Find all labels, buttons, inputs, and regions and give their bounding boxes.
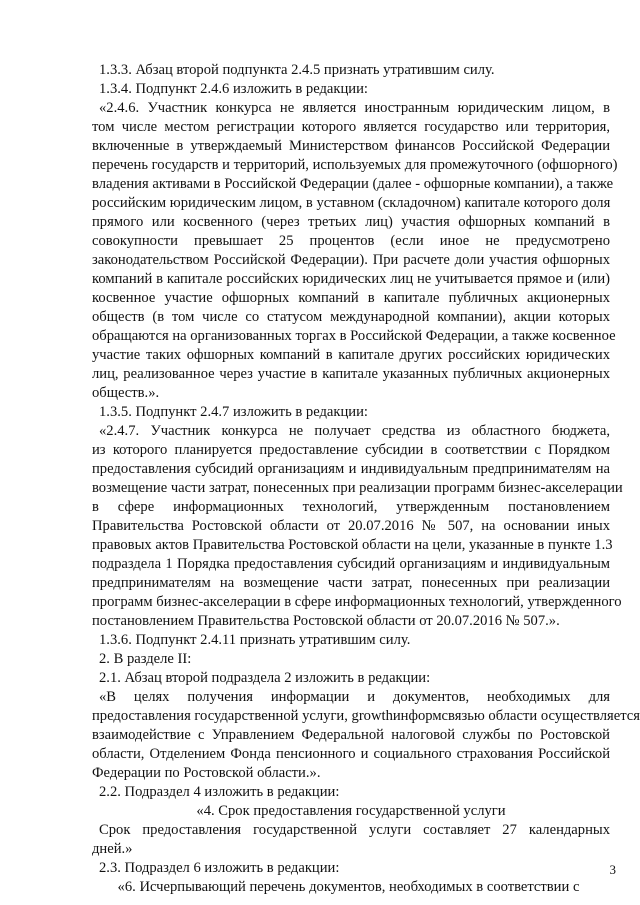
text-line: программ бизнес-акселерации в сфере информационных технологий, утвержденного <box>92 594 622 610</box>
text-line: предоставления государственной услуги, growthинформсвязью области осуществляется <box>92 708 640 724</box>
text-line: обществ.». <box>92 385 160 401</box>
text-line: законодательством Российской Федерации). При расчете доли участия офшорных <box>92 252 610 268</box>
text-line: 1.3.4. Подпункт 2.4.6 изложить в редакции: <box>99 81 368 97</box>
text-line: «6. Исчерпывающий перечень документов, необходимых в соответствии с <box>117 879 580 895</box>
text-line: том числе местом регистрации которого является государство или территория, <box>92 119 610 135</box>
text-line: перечень государств и территорий, используемых для промежуточного (офшорного) <box>92 157 618 173</box>
text-line: Федерации по Ростовской области.». <box>92 765 321 781</box>
text-line: подраздела 1 Порядка предоставления субсидий организациям и индивидуальным <box>92 556 610 572</box>
text-line: Правительства Ростовской области от 20.07.2016 № 507, на основании иных <box>92 518 610 534</box>
text-line: участие таких офшорных компаний в капитале других российских юридических <box>92 347 610 363</box>
text-line: правовых актов Правительства Ростовской области на цели, указанные в пункте 1.3 <box>92 537 613 553</box>
text-line: включенные в утверждаемый Министерством финансов Российской Федерации <box>92 138 610 154</box>
text-line: российским юридическим лицом, в уставном (складочном) капитале которого доля <box>92 195 611 211</box>
text-line: компаний в капитале российских юридических лиц не учитывается прямое и (или) <box>92 271 610 287</box>
text-line: 2.3. Подраздел 6 изложить в редакции: <box>99 860 340 876</box>
page-number: 3 <box>609 862 616 877</box>
text-line: взаимодействие с Управлением Федеральной налоговой службы по Ростовской <box>92 727 610 743</box>
text-line: совокупности превышает 25 процентов (если иное не предусмотрено <box>92 233 610 249</box>
text-line: Срок предоставления государственной услуги составляет 27 календарных <box>99 822 610 838</box>
text-line: 1.3.3. Абзац второй подпункта 2.4.5 признать утратившим силу. <box>99 62 495 78</box>
text-line: постановлением Правительства Ростовской области от 20.07.2016 № 507.». <box>92 613 560 629</box>
text-line: 2.2. Подраздел 4 изложить в редакции: <box>99 784 340 800</box>
text-line: «В целях получения информации и документов, необходимых для <box>99 689 610 705</box>
text-line: предпринимателям на возмещение части затрат, понесенных при реализации <box>92 575 610 591</box>
text-line: в сфере информационных технологий, утвержденным постановлением <box>92 499 610 515</box>
text-line: лиц, реализованное через участие в капитале указанных публичных акционерных <box>92 366 610 382</box>
text-line: 2.1. Абзац второй подраздела 2 изложить в редакции: <box>99 670 431 686</box>
text-line: области, Отделением Фонда пенсионного и социального страхования Российской <box>92 746 610 762</box>
text-line: обществ (в том числе со статусом международной компании), акции которых <box>92 309 610 325</box>
text-line: обращаются на организованных торгах в Российской Федерации, а также косвенное <box>92 328 616 344</box>
text-line: возмещение части затрат, понесенных при реализации программ бизнес-акселерации <box>92 480 623 496</box>
text-line: «2.4.6. Участник конкурса не является иностранным юридическим лицом, в <box>99 100 610 116</box>
text-line: 1.3.5. Подпункт 2.4.7 изложить в редакции: <box>99 404 368 420</box>
text-line: косвенное участие офшорных компаний в капитале публичных акционерных <box>92 290 610 306</box>
text-line: 1.3.6. Подпункт 2.4.11 признать утратившим силу. <box>99 632 411 648</box>
text-line: «2.4.7. Участник конкурса не получает средства из областного бюджета, <box>99 423 610 439</box>
text-line: из которого планируется предоставление субсидии в соответствии с Порядком <box>92 442 610 458</box>
text-line: прямого или косвенного (через третьих лиц) участия офшорных компаний в <box>92 214 610 230</box>
text-line: предоставления субсидий организациям и индивидуальным предпринимателям на <box>92 461 610 477</box>
text-line: дней.» <box>92 841 133 857</box>
text-line: 2. В разделе II: <box>99 651 192 667</box>
section-heading: «4. Срок предоставления государственной услуги <box>196 803 506 819</box>
text-line: владения активами в Российской Федерации (далее - офшорные компании), а также <box>92 176 614 192</box>
